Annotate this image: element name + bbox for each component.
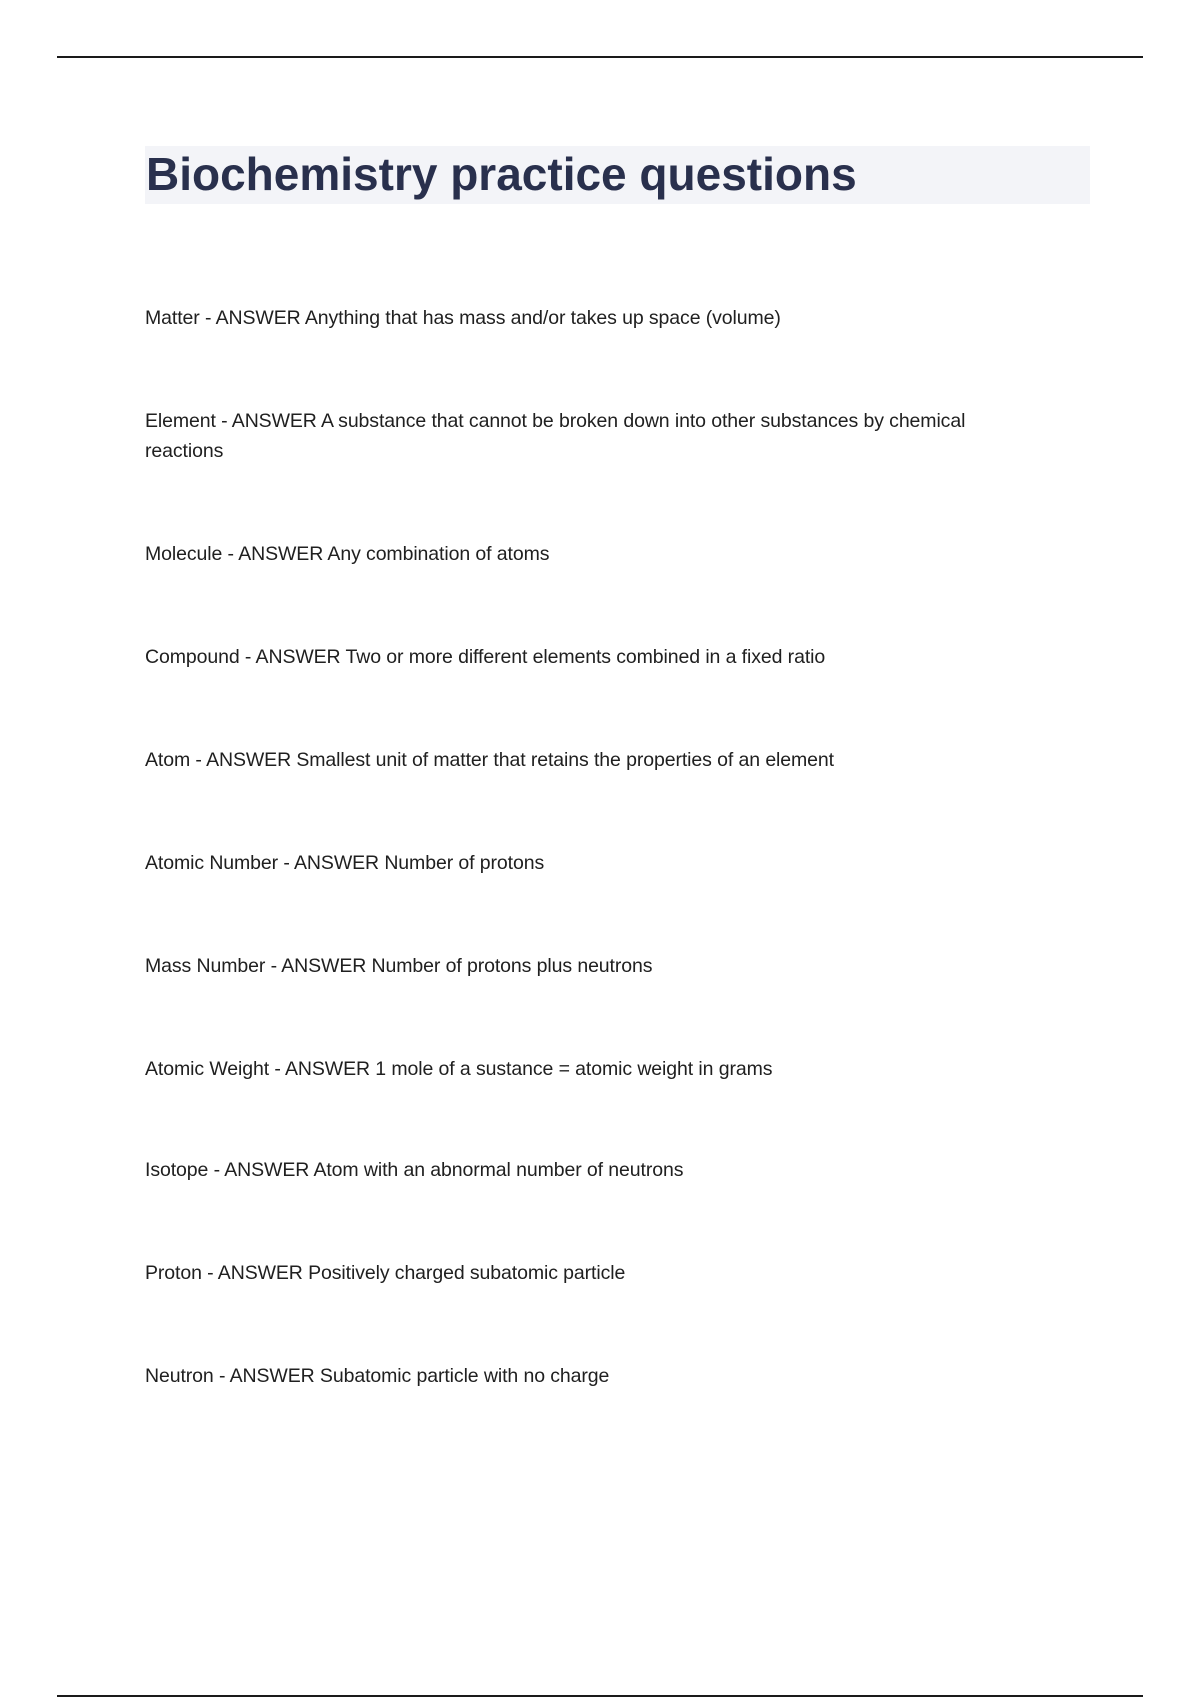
qa-item-atom: Atom - ANSWER Smallest unit of matter that retains the properties of an element: [145, 749, 834, 771]
qa-item-element: Element - ANSWER A substance that cannot be broken down into other substances by chemical reactions: [145, 410, 966, 462]
qa-item-neutron: Neutron - ANSWER Subatomic particle with no charge: [145, 1365, 610, 1387]
qa-item-proton: Proton - ANSWER Positively charged subatomic particle: [145, 1262, 626, 1284]
qa-item-isotope: Isotope - ANSWER Atom with an abnormal number of neutrons: [145, 1159, 684, 1181]
qa-item-matter: Matter - ANSWER Anything that has mass and/or takes up space (volume): [145, 307, 781, 329]
header-rule: [57, 56, 1143, 58]
qa-item-mass-number: Mass Number - ANSWER Number of protons plus neutrons: [145, 955, 653, 977]
qa-item-molecule: Molecule - ANSWER Any combination of atoms: [145, 543, 550, 565]
page-title: Biochemistry practice questions: [146, 148, 857, 200]
qa-item-compound: Compound - ANSWER Two or more different elements combined in a fixed ratio: [145, 646, 826, 668]
qa-item-atomic-weight: Atomic Weight - ANSWER 1 mole of a sustance = atomic weight in grams: [145, 1058, 773, 1080]
qa-item-atomic-number: Atomic Number - ANSWER Number of protons: [145, 852, 545, 874]
footer-rule: [57, 1695, 1143, 1697]
